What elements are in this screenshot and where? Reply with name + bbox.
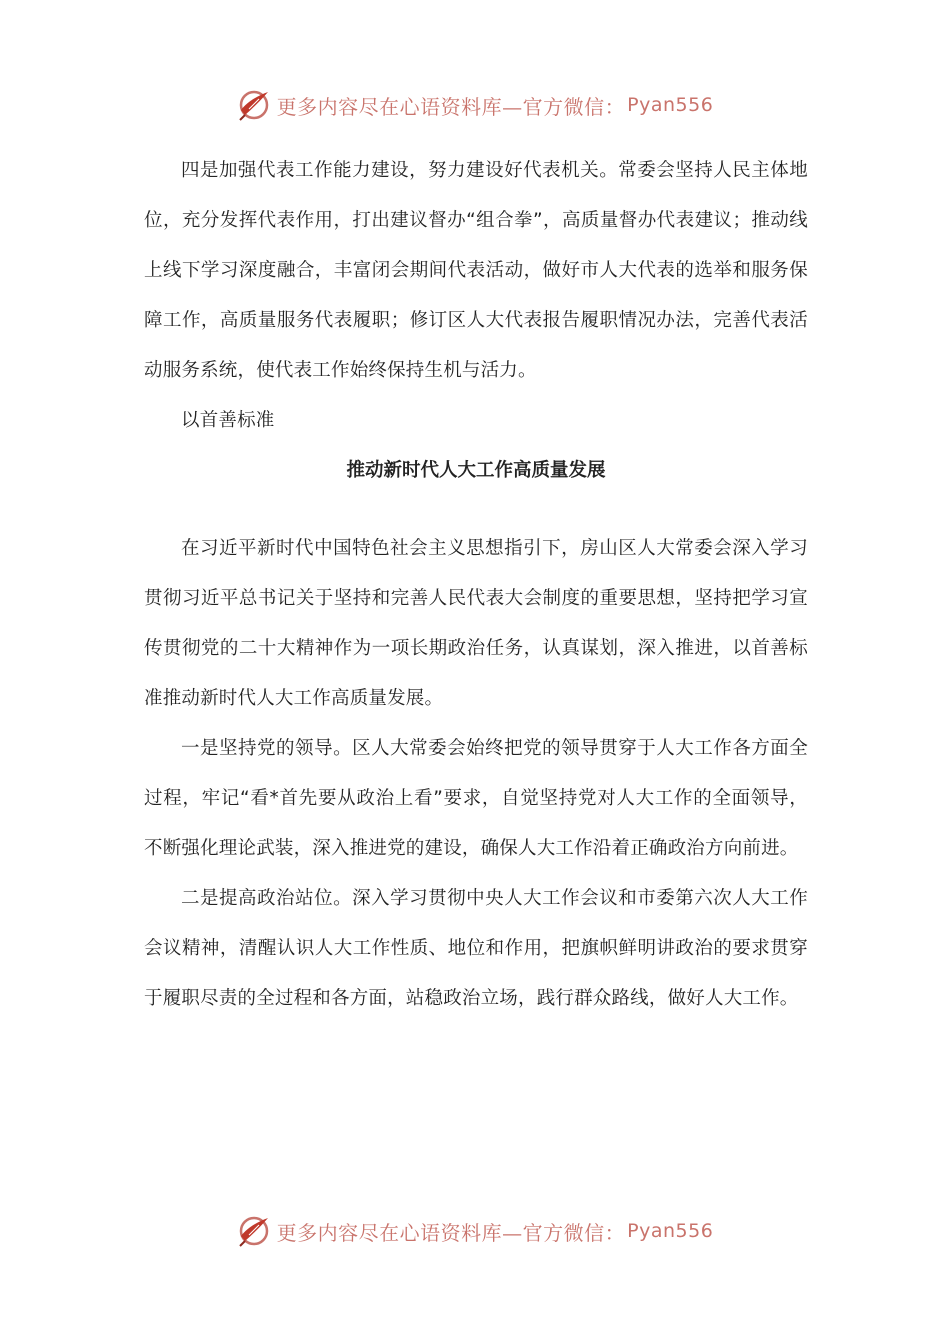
watermark-wechat-id: Pyan556 (627, 1220, 714, 1242)
paragraph: 四是加强代表工作能力建设，努力建设好代表机关。常委会坚持人民主体地位，充分发挥代表作用，打出建议督办“组合拳”，高质量督办代表建议；推动线上线下学习深度融合，丰富闭会期间代表活动，做好市人大代表的选举和服务保障工作，高质量服务代表履职；修订区人大代表报告履职情况办法，完善代表活动服务系统，使代表工作始终保持生机与活力。 (144, 160, 808, 381)
paragraph: 一是坚持党的领导。区人大常委会始终把党的领导贯穿于人大工作各方面全过程，牢记“看*首先要从政治上看”要求，自觉坚持党对人大工作的全面领导，不断强化理论武装，深入推进党的建设，确保人大工作沿着正确政治方向前进。 (144, 738, 808, 859)
watermark-wechat-id: Pyan556 (627, 94, 714, 116)
quill-logo-icon (237, 88, 271, 122)
paragraph: 二是提高政治站位。深入学习贯彻中央人大工作会议和市委第六次人大工作会议精神，清醒认识人大工作性质、地位和作用，把旗帜鲜明讲政治的要求贯穿于履职尽责的全过程和各方面，站稳政治立场，践行群众路线，做好人大工作。 (144, 888, 808, 1009)
document-body (144, 146, 808, 1024)
watermark-text: 更多内容尽在心语资料库—官方微信： (276, 1220, 626, 1245)
quill-logo-icon (237, 1214, 271, 1248)
paragraph: 在习近平新时代中国特色社会主义思想指引下，房山区人大常委会深入学习贯彻习近平总书记关于坚持和完善人民代表大会制度的重要思想，坚持把学习宣传贯彻党的二十大精神作为一项长期政治任务，认真谋划，深入推进，以首善标准推动新时代人大工作高质量发展。 (144, 538, 808, 709)
footer-watermark (0, 1211, 950, 1251)
watermark-text: 更多内容尽在心语资料库—官方微信： (276, 94, 626, 119)
section-heading: 推动新时代人大工作高质量发展 (346, 460, 606, 481)
header-watermark (0, 85, 950, 125)
paragraph: 以首善标准 (181, 410, 275, 431)
